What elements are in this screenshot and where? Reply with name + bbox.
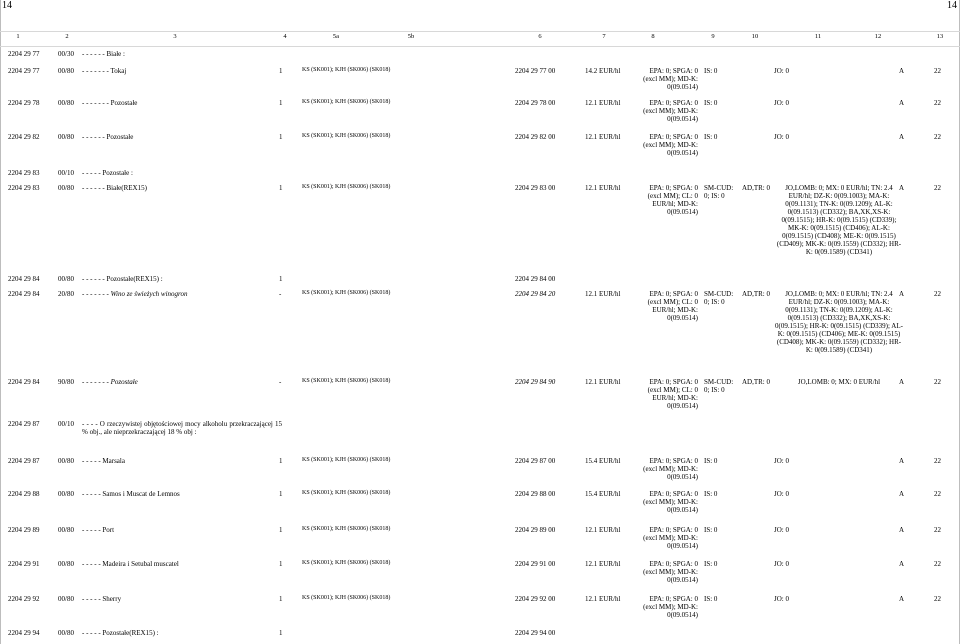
cell-c7: 12.1 EUR/hl [585, 378, 621, 386]
cell-code: 2204 29 84 [8, 290, 40, 298]
cell-sub: 00/80 [58, 457, 74, 465]
cell-c9: IS: 0 [704, 457, 718, 465]
cell-c11: JO: 0 [774, 457, 789, 465]
cell-ind: - [279, 290, 282, 298]
cell-c11: JO,LOMB: 0; MX: 0 EUR/hl [797, 378, 881, 386]
cell-c8: EPA: 0; SPGA: 0 (excl MM); MD-K: 0(09.0514) [643, 526, 698, 551]
cell-ks: KS (SK001); KJH (SK006) (SK018) [302, 378, 391, 384]
cell-sub: 00/80 [58, 275, 74, 283]
cell-c10: AD,TR: 0 [742, 184, 770, 192]
cell-ks: KS (SK001); KJH (SK006) (SK018) [302, 67, 391, 73]
cell-sub: 00/80 [58, 133, 74, 141]
cell-ind: 1 [279, 99, 283, 107]
cell-desc: - - - - - Pozostałe(REX15) : [82, 629, 159, 637]
cell-sub: 00/80 [58, 99, 74, 107]
cell-ks: KS (SK001); KJH (SK006) (SK018) [302, 490, 391, 496]
cell-sub: 00/80 [58, 67, 74, 75]
cell-c8: EPA: 0; SPGA: 0 (excl MM); MD-K: 0(09.0514) [643, 595, 698, 620]
cell-code6: 2204 29 84 90 [515, 378, 556, 386]
cell-code: 2204 29 78 [8, 99, 40, 107]
cell-c11: JO,LOMB: 0; MX: 0 EUR/hl; TN: 2.4 EUR/hl; DZ-K: 0(09.1003); MA-K: 0(09.1131); TN-K: 0(09.1209); AL-K: 0(09.1513) (CD332); BA,XK,XS-K: 0(09.1515); HR-K: 0(09.1515) (CD339); MK-K: 0(09.1515) (CD406); AL-K: 0(09.1515) (CD408); ME-K: 0(09.1515) (CD409); MK-K: 0(09.1559) (CD332); HR-K: 0(09.1589) (CD341) [776, 184, 902, 257]
cell-c12: A [899, 560, 905, 568]
cell-desc: - - - - - Pozostałe : [82, 169, 133, 177]
cell-c9: SM-CUD: 0; IS: 0 [704, 378, 734, 395]
cell-desc: - - - - - Marsala [82, 457, 125, 465]
column-number: 5a [332, 33, 340, 40]
cell-ks: KS (SK001); KJH (SK006) (SK018) [302, 184, 391, 190]
cell-code6: 2204 29 83 00 [515, 184, 556, 192]
cell-code: 2204 29 84 [8, 378, 40, 386]
cell-code: 2204 29 91 [8, 560, 40, 568]
cell-c9: IS: 0 [704, 99, 718, 107]
cell-code: 2204 29 94 [8, 629, 40, 637]
cell-c13: 22 [934, 290, 941, 298]
cell-c8: EPA: 0; SPGA: 0 (excl MM); CL: 0 EUR/hl; MD-K: 0(09.0514) [647, 184, 698, 217]
cell-sub: 00/10 [58, 420, 74, 428]
cell-code6: 2204 29 82 00 [515, 133, 556, 141]
table-rule [0, 46, 960, 47]
cell-c9: IS: 0 [704, 560, 718, 568]
cell-c10: AD,TR: 0 [742, 290, 770, 298]
cell-code: 2204 29 82 [8, 133, 40, 141]
cell-code: 2204 29 83 [8, 169, 40, 177]
cell-c7: 12.1 EUR/hl [585, 133, 621, 141]
cell-ind: 1 [279, 184, 283, 192]
cell-desc: - - - - - Madeira i Setubal muscatel [82, 560, 179, 568]
page-number-right: 14 [947, 0, 957, 11]
cell-c12: A [899, 67, 905, 75]
cell-code: 2204 29 83 [8, 184, 40, 192]
column-number: 8 [651, 33, 655, 40]
column-number: 10 [751, 33, 759, 40]
cell-c9: IS: 0 [704, 133, 718, 141]
cell-c11: JO: 0 [774, 560, 789, 568]
cell-c13: 22 [934, 595, 941, 603]
cell-code6: 2204 29 78 00 [515, 99, 556, 107]
cell-code6: 2204 29 92 00 [515, 595, 556, 603]
cell-ind: - [279, 378, 282, 386]
cell-c7: 15.4 EUR/hl [585, 490, 621, 498]
cell-c8: EPA: 0; SPGA: 0 (excl MM); MD-K: 0(09.0514) [643, 67, 698, 92]
column-number: 6 [538, 33, 542, 40]
cell-c9: SM-CUD: 0; IS: 0 [704, 184, 734, 201]
cell-c11: JO: 0 [774, 99, 789, 107]
cell-ks: KS (SK001); KJH (SK006) (SK018) [302, 457, 391, 463]
cell-c8: EPA: 0; SPGA: 0 (excl MM); MD-K: 0(09.0514) [643, 560, 698, 585]
cell-c12: A [899, 595, 905, 603]
cell-c11: JO: 0 [774, 133, 789, 141]
cell-code: 2204 29 84 [8, 275, 40, 283]
cell-c11: JO: 0 [774, 67, 789, 75]
cell-ind: 1 [279, 275, 283, 283]
cell-c12: A [899, 490, 905, 498]
cell-code: 2204 29 89 [8, 526, 40, 534]
cell-ind: 1 [279, 67, 283, 75]
cell-code6: 2204 29 84 00 [515, 275, 556, 283]
cell-c7: 15.4 EUR/hl [585, 457, 621, 465]
cell-desc: - - - - - - Pozostałe [82, 133, 134, 141]
cell-code6: 2204 29 84 20 [515, 290, 556, 298]
cell-desc: - - - - - - - Tokaj [82, 67, 127, 75]
cell-c7: 12.1 EUR/hl [585, 290, 621, 298]
cell-desc: - - - - - - - Pozostałe [82, 378, 138, 386]
cell-c11: JO: 0 [774, 595, 789, 603]
cell-c12: A [899, 133, 905, 141]
cell-c13: 22 [934, 184, 941, 192]
cell-code6: 2204 29 91 00 [515, 560, 556, 568]
cell-c13: 22 [934, 67, 941, 75]
cell-c8: EPA: 0; SPGA: 0 (excl MM); MD-K: 0(09.0514) [643, 99, 698, 124]
cell-c13: 22 [934, 457, 941, 465]
cell-code6: 2204 29 77 00 [515, 67, 556, 75]
cell-ks: KS (SK001); KJH (SK006) (SK018) [302, 133, 391, 139]
cell-c11: JO: 0 [774, 526, 789, 534]
cell-desc: - - - - - Sherry [82, 595, 122, 603]
cell-ind: 1 [279, 526, 283, 534]
cell-sub: 90/80 [58, 378, 74, 386]
cell-c13: 22 [934, 526, 941, 534]
cell-desc: - - - - - Port [82, 526, 115, 534]
column-number: 7 [602, 33, 606, 40]
cell-ks: KS (SK001); KJH (SK006) (SK018) [302, 595, 391, 601]
column-number-header [0, 33, 960, 47]
cell-ks: KS (SK001); KJH (SK006) (SK018) [302, 526, 391, 532]
cell-sub: 00/80 [58, 560, 74, 568]
column-number: 9 [711, 33, 715, 40]
table-rule [0, 31, 960, 32]
cell-c13: 22 [934, 378, 941, 386]
column-number: 12 [874, 33, 882, 40]
cell-code6: 2204 29 88 00 [515, 490, 556, 498]
cell-sub: 00/30 [58, 50, 74, 58]
cell-c9: IS: 0 [704, 490, 718, 498]
column-number: 2 [65, 33, 69, 40]
cell-code6: 2204 29 89 00 [515, 526, 556, 534]
cell-desc: - - - - - - Pozostałe(REX15) : [82, 275, 163, 283]
cell-sub: 00/80 [58, 490, 74, 498]
cell-sub: 00/80 [58, 595, 74, 603]
cell-c13: 22 [934, 560, 941, 568]
page-number-left: 14 [2, 0, 12, 11]
cell-code: 2204 29 87 [8, 420, 40, 428]
cell-c13: 22 [934, 133, 941, 141]
cell-code: 2204 29 77 [8, 67, 40, 75]
cell-c13: 22 [934, 490, 941, 498]
cell-c7: 14.2 EUR/hl [585, 67, 621, 75]
cell-c10: AD,TR: 0 [742, 378, 770, 386]
cell-c8: EPA: 0; SPGA: 0 (excl MM); MD-K: 0(09.0514) [643, 133, 698, 158]
cell-c9: IS: 0 [704, 526, 718, 534]
cell-c9: IS: 0 [704, 67, 718, 75]
cell-ind: 1 [279, 133, 283, 141]
column-number: 4 [283, 33, 287, 40]
cell-c7: 12.1 EUR/hl [585, 560, 621, 568]
cell-desc: - - - - - - Białe : [82, 50, 125, 58]
cell-c9: SM-CUD: 0; IS: 0 [704, 290, 734, 307]
cell-c8: EPA: 0; SPGA: 0 (excl MM); CL: 0 EUR/hl; MD-K: 0(09.0514) [647, 290, 698, 323]
cell-c9: IS: 0 [704, 595, 718, 603]
cell-c12: A [899, 99, 905, 107]
cell-c7: 12.1 EUR/hl [585, 526, 621, 534]
cell-code6: 2204 29 87 00 [515, 457, 556, 465]
cell-c12: A [899, 378, 905, 386]
cell-ind: 1 [279, 595, 283, 603]
cell-ks: KS (SK001); KJH (SK006) (SK018) [302, 99, 391, 105]
column-number: 1 [16, 33, 20, 40]
cell-sub: 00/10 [58, 169, 74, 177]
table-border [0, 0, 1, 644]
cell-desc: - - - - - - - Pozostałe [82, 99, 138, 107]
cell-c12: A [899, 526, 905, 534]
cell-c8: EPA: 0; SPGA: 0 (excl MM); MD-K: 0(09.0514) [643, 490, 698, 515]
cell-c12: A [899, 184, 905, 192]
cell-ind: 1 [279, 560, 283, 568]
cell-c8: EPA: 0; SPGA: 0 (excl MM); CL: 0 EUR/hl; MD-K: 0(09.0514) [647, 378, 698, 411]
cell-sub: 00/80 [58, 526, 74, 534]
cell-c7: 12.1 EUR/hl [585, 99, 621, 107]
column-number: 3 [173, 33, 177, 40]
cell-desc: - - - - - - - Wino ze świeżych winogron [82, 290, 188, 298]
cell-code: 2204 29 77 [8, 50, 40, 58]
column-number: 11 [814, 33, 822, 40]
cell-c12: A [899, 290, 905, 298]
cell-desc: - - - - - Samos i Muscat de Lemnos [82, 490, 180, 498]
cell-code6: 2204 29 94 00 [515, 629, 556, 637]
cell-desc: - - - - O rzeczywistej objętościowej mocy alkoholu przekraczającej 15 % obj., ale nieprzekraczającej 18 % obj : [82, 420, 282, 437]
cell-sub: 00/80 [58, 184, 74, 192]
cell-c7: 12.1 EUR/hl [585, 184, 621, 192]
cell-code: 2204 29 88 [8, 490, 40, 498]
cell-c13: 22 [934, 99, 941, 107]
cell-ind: 1 [279, 457, 283, 465]
cell-c11: JO,LOMB: 0; MX: 0 EUR/hl; TN: 2.4 EUR/hl; DZ-K: 0(09.1003); MA-K: 0(09.1131); TN-K: 0(09.1209); AL-K: 0(09.1513) (CD332); BA,XK,XS-K: 0(09.1515); HR-K: 0(09.1515) (CD339); AL-K: 0(09.1515) (CD406); ME-K: 0(09.1515) (CD408); MK-K: 0(09.1559) (CD332); HR-K: 0(09.1589) (CD341) [775, 290, 903, 355]
cell-sub: 00/80 [58, 629, 74, 637]
cell-ks: KS (SK001); KJH (SK006) (SK018) [302, 560, 391, 566]
cell-sub: 20/80 [58, 290, 74, 298]
cell-c12: A [899, 457, 905, 465]
cell-c11: JO: 0 [774, 490, 789, 498]
cell-code: 2204 29 87 [8, 457, 40, 465]
cell-code: 2204 29 92 [8, 595, 40, 603]
column-number: 5b [407, 33, 415, 40]
cell-c7: 12.1 EUR/hl [585, 595, 621, 603]
cell-c8: EPA: 0; SPGA: 0 (excl MM); MD-K: 0(09.0514) [643, 457, 698, 482]
cell-desc: - - - - - - Białe(REX15) [82, 184, 147, 192]
cell-ind: 1 [279, 629, 283, 637]
column-number: 13 [936, 33, 944, 40]
cell-ks: KS (SK001); KJH (SK006) (SK018) [302, 290, 391, 296]
cell-ind: 1 [279, 490, 283, 498]
